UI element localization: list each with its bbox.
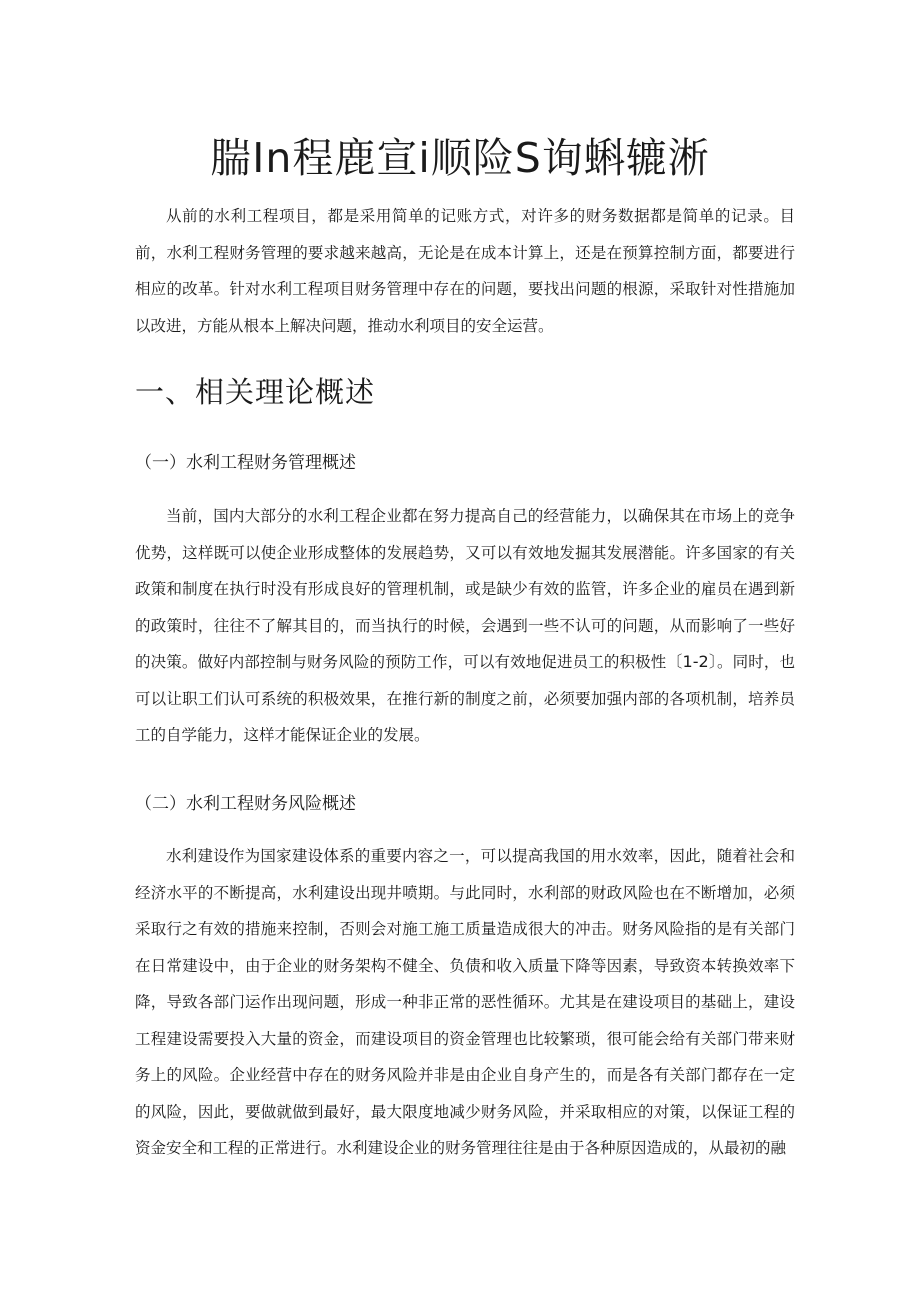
- subsection-heading-financial-management: （一）水利工程财务管理概述: [135, 453, 356, 473]
- intro-paragraph: 从前的水利工程项目，都是采用简单的记账方式，对许多的财务数据都是简单的记录。目前，水利工程财务管理的要求越来越高，无论是在成本计算上，还是在预算控制方面，都要进行相应的改革。针对水利工程项目财务管理中存在的问题，要找出问题的根源，采取针对性措施加以改进，方能从根本上解决问题，推动水利项目的安全运营。: [135, 207, 795, 335]
- paragraph-text: 。同时，也可以让职工们认可系统的积极效果，在推行新的制度之前，必须要加强内部的各项机制，培养员工的自学能力，这样才能保证企业的发展。: [135, 653, 795, 744]
- subsection-heading-financial-risk: （二）水利工程财务风险概述: [135, 794, 356, 814]
- citation-reference: 〔1-2〕: [666, 652, 717, 671]
- document-title: 腨In程鹿宣i顺险S询蝌辘淅: [210, 134, 710, 182]
- financial-risk-paragraph: 水利建设作为国家建设体系的重要内容之一，可以提高我国的用水效率，因此，随着社会和经济水平的不断提高，水利建设出现井喷期。与此同时，水利部的财政风险也在不断增加，必须采取行之有效的措施来控制，否则会对施工施工质量造成很大的冲击。财务风险指的是有关部门在日常建设中，由于企业的财务架构不健全、负债和收入质量下降等因素，导致资本转换效率下降，导致各部门运作出现问题，形成一种非正常的恶性循环。尤其是在建设项目的基础上，建设工程建设需要投入大量的资金，而建设项目的资金管理也比较繁琐，很可能会给有关部门带来财务上的风险。企业经营中存在的财务风险并非是由企业自身产生的，而是各有关部门都存在一定的风险，因此，要做就做到最好，最大限度地减少财务风险，并采取相应的对策，以保证工程的资金安全和工程的正常进行。水利建设企业的财务管理往往是由于各种原因造成的，从最初的融: [135, 847, 795, 1157]
- financial-management-paragraph: [135, 498, 795, 754]
- paragraph-text: 当前，国内大部分的水利工程企业都在努力提高自己的经营能力，以确保其在市场上的竞争优势，这样既可以使企业形成整体的发展趋势，又可以有效地发掘其发展潜能。许多国家的有关政策和制度在执行时没有形成良好的管理机制，或是缺少有效的监管，许多企业的雇员在遇到新的政策时，往往不了解其目的，而当执行的时候，会遇到一些不认可的问题，从而影响了一些好的决策。做好内部控制与财务风险的预防工作，可以有效地促进员工的积极性: [135, 507, 795, 671]
- section-heading-theory: 一、相关理论概述: [135, 375, 376, 409]
